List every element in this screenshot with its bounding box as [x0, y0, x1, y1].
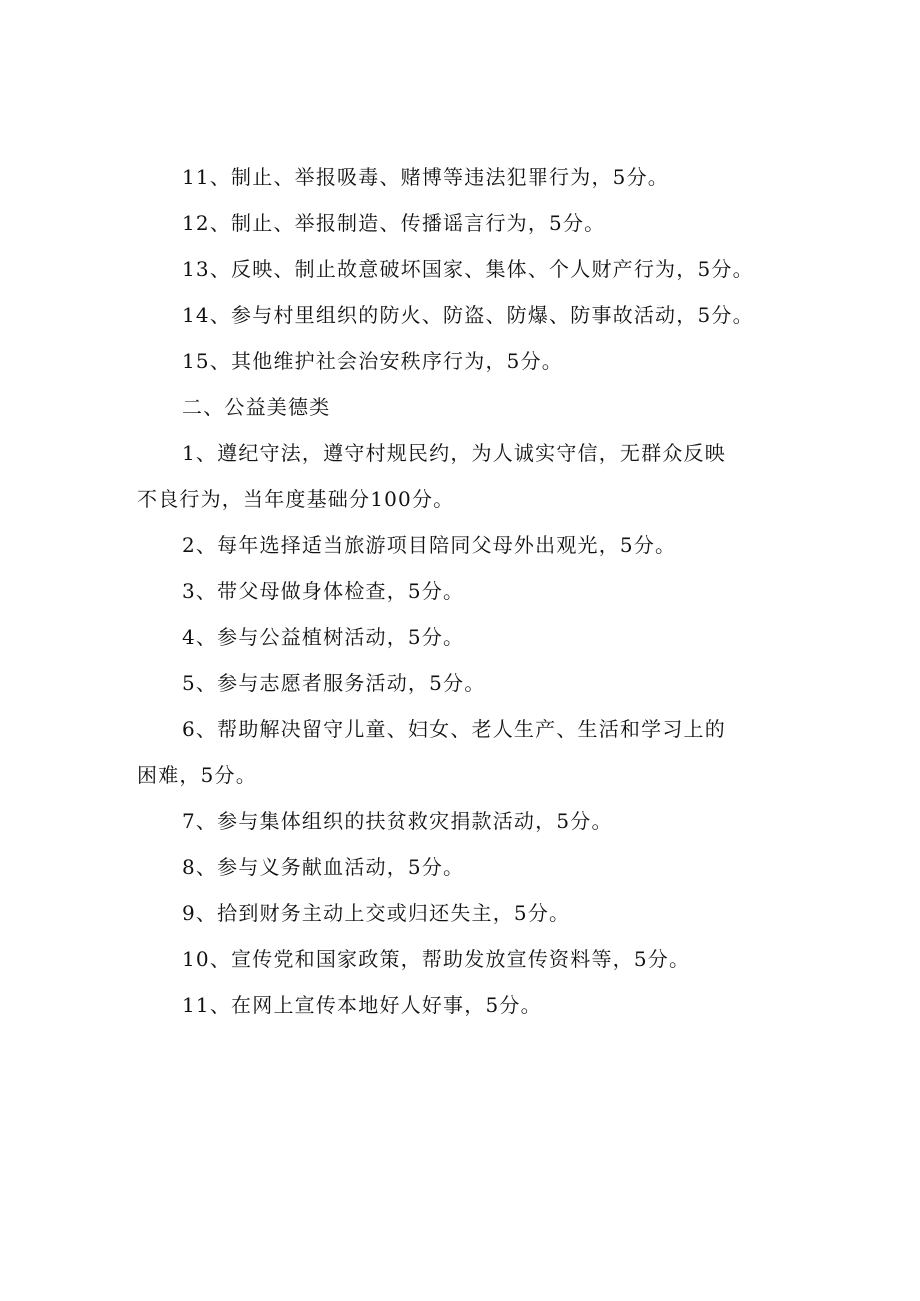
item-public-welfare-9: 9、拾到财务主动上交或归还失主，5分。 — [182, 901, 571, 925]
item-public-welfare-11: 11、在网上宣传本地好人好事，5分。 — [182, 993, 542, 1017]
item-public-welfare-10: 10、宣传党和国家政策，帮助发放宣传资料等，5分。 — [182, 947, 691, 971]
item-public-order-13: 13、反映、制止故意破坏国家、集体、个人财产行为，5分。 — [182, 257, 754, 281]
item-public-welfare-7: 7、参与集体组织的扶贫救灾捐款活动，5分。 — [182, 809, 613, 833]
item-public-welfare-5: 5、参与志愿者服务活动，5分。 — [182, 671, 486, 695]
item-public-order-12: 12、制止、举报制造、传播谣言行为，5分。 — [182, 211, 606, 235]
section-heading-public-welfare: 二、公益美德类 — [182, 395, 331, 419]
item-public-welfare-6: 6、帮助解决留守儿童、妇女、老人生产、生活和学习上的 — [182, 717, 726, 741]
item-public-welfare-8: 8、参与义务献血活动，5分。 — [182, 855, 465, 879]
item-public-welfare-1: 1、遵纪守法，遵守村规民约，为人诚实守信，无群众反映 — [182, 441, 726, 465]
item-public-welfare-3: 3、带父母做身体检查，5分。 — [182, 579, 465, 603]
item-public-order-14: 14、参与村里组织的防火、防盗、防爆、防事故活动，5分。 — [182, 303, 754, 327]
item-public-order-15: 15、其他维护社会治安秩序行为，5分。 — [182, 349, 563, 373]
item-public-welfare-4: 4、参与公益植树活动，5分。 — [182, 625, 465, 649]
item-public-welfare-2: 2、每年选择适当旅游项目陪同父母外出观光，5分。 — [182, 533, 677, 557]
document-body — [137, 154, 817, 1028]
item-public-welfare-1-continued: 不良行为，当年度基础分100分。 — [137, 487, 455, 511]
item-public-welfare-6-continued: 困难，5分。 — [137, 763, 257, 787]
item-public-order-11: 11、制止、举报吸毒、赌博等违法犯罪行为，5分。 — [182, 165, 669, 189]
